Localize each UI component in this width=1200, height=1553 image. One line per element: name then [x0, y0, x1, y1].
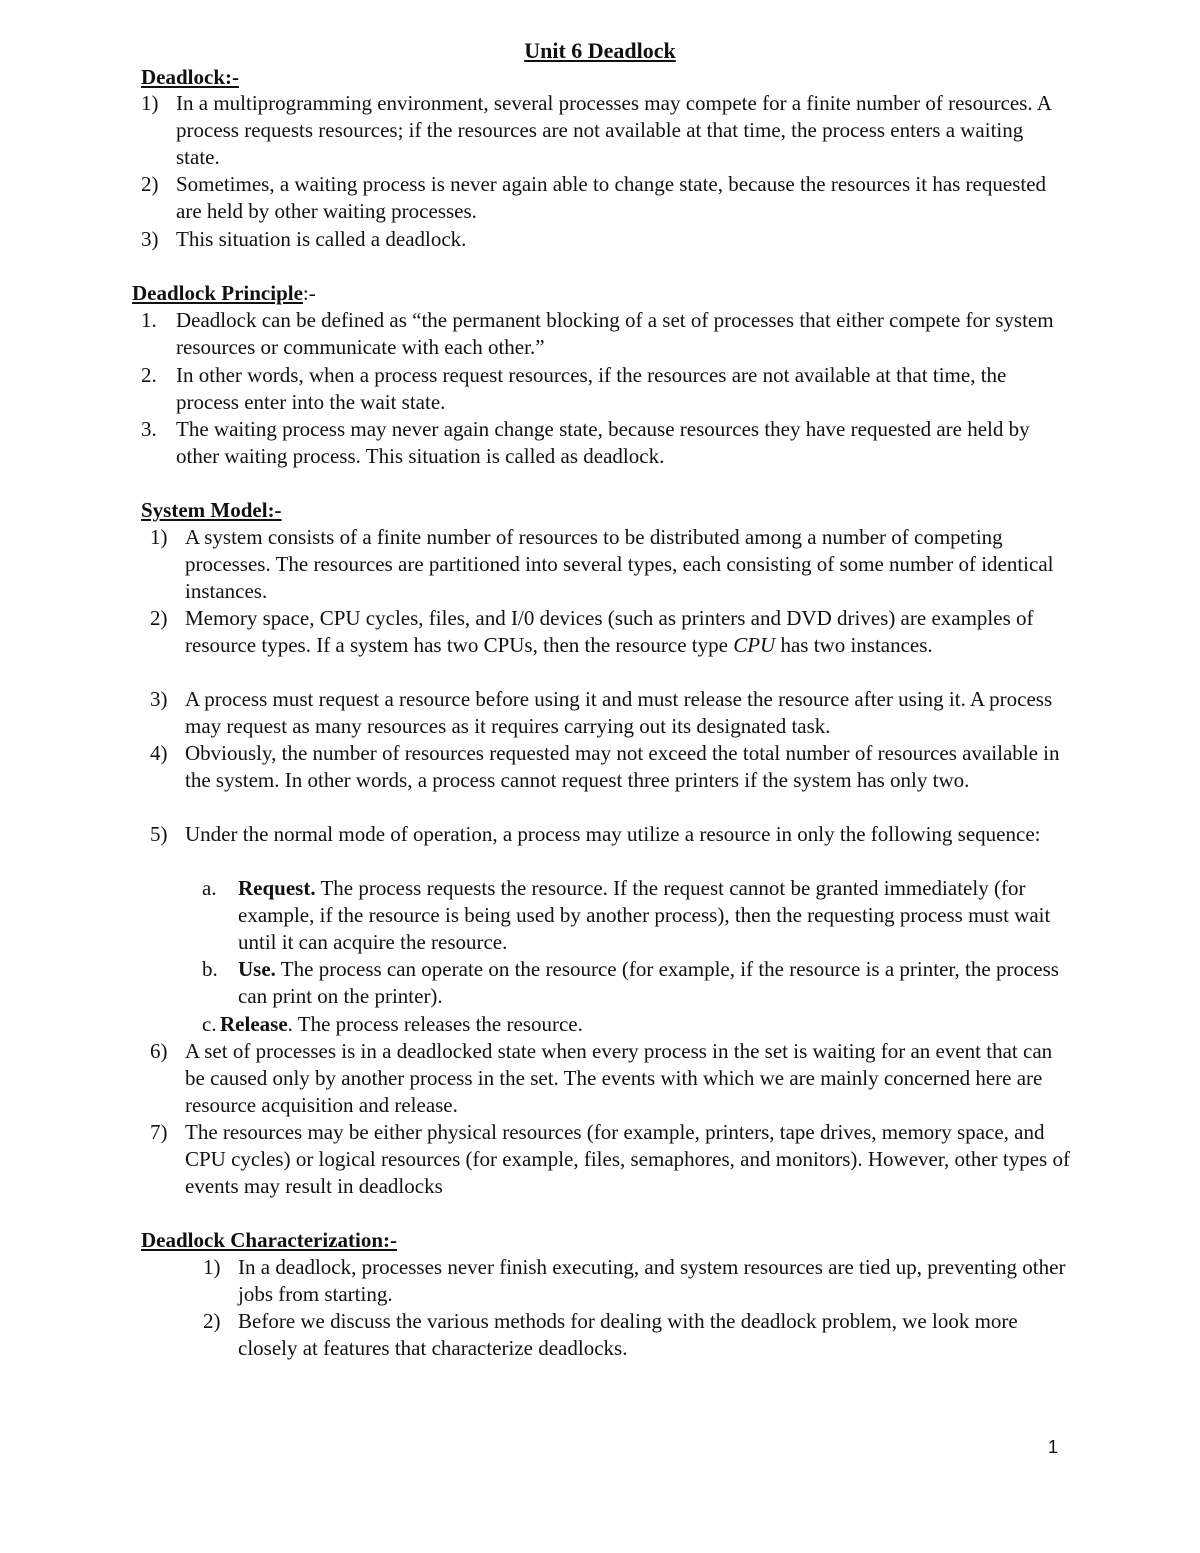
list-item: 2. In other words, when a process request resources, if the resources are not available at that time, the process enter into the wait state.: [141, 363, 1007, 414]
section-heading-characterization: Deadlock Characterization:-: [141, 1228, 398, 1252]
list-item: 2) Sometimes, a waiting process is never again able to change state, because the resources it has requested are held by other waiting processes.: [141, 172, 1047, 223]
list-item: 2) Memory space, CPU cycles, files, and I/0 devices (such as printers and DVD drives) are examples of resource types. If a system has two CPUs, then the resource type CPU has two instances.: [150, 606, 1034, 657]
sub-list-item: a. Request. The process requests the resource. If the request cannot be granted immediately (for example, if the resource is being used by another process), then the requesting process must wait until it can acquire the resource.: [202, 876, 1051, 954]
section-heading-deadlock: Deadlock:-: [141, 65, 239, 89]
section-heading-principle: Deadlock Principle:-: [132, 281, 316, 305]
list-item: 1) A system consists of a finite number of resources to be distributed among a number of competing processes. The resources are partitioned into several types, each consisting of some number of identical instances.: [150, 525, 1054, 603]
list-item: 3) A process must request a resource before using it and must release the resource after using it. A process may request as many resources as it requires carrying out its designated task.: [150, 687, 1053, 738]
list-item: 1) In a deadlock, processes never finish executing, and system resources are tied up, preventing other jobs from starting.: [203, 1255, 1066, 1306]
list-item: 7) The resources may be either physical resources (for example, printers, tape drives, memory space, and CPU cycles) or logical resources (for example, files, semaphores, and monitors). However, other types of events may result in deadlocks: [150, 1120, 1070, 1198]
list-item: 3. The waiting process may never again change state, because resources they have requested are held by other waiting process. This situation is called as deadlock.: [141, 417, 1030, 468]
section-heading-system-model: System Model:-: [141, 498, 282, 522]
page-title: Unit 6 Deadlock: [524, 38, 676, 63]
list-item: 5) Under the normal mode of operation, a process may utilize a resource in only the following sequence:: [150, 822, 1041, 846]
list-item: 6) A set of processes is in a deadlocked state when every process in the set is waiting for an event that can be caused only by another process in the set. The events with which we are mainly concerned here are resource acquisition and release.: [150, 1039, 1053, 1117]
page-number: 1: [1047, 1437, 1058, 1457]
sub-list-item: c. Release. The process releases the resource.: [202, 1012, 583, 1036]
list-item: 4) Obviously, the number of resources requested may not exceed the total number of resources available in the system. In other words, a process cannot request three printers if the system has only two.: [150, 741, 1060, 792]
sub-list-item: b. Use. The process can operate on the resource (for example, if the resource is a printer, the process can print on the printer).: [202, 957, 1059, 1008]
list-item: 1. Deadlock can be defined as “the permanent blocking of a set of processes that either compete for system resources or communicate with each other.”: [141, 308, 1054, 359]
list-item: 1) In a multiprogramming environment, several processes may compete for a finite number of resources. A process requests resources; if the resources are not available at that time, the process enters a waiting state.: [141, 91, 1051, 169]
list-item: 3) This situation is called a deadlock.: [141, 227, 467, 251]
list-item: 2) Before we discuss the various methods for dealing with the deadlock problem, we look more closely at features that characterize deadlocks.: [203, 1309, 1018, 1360]
